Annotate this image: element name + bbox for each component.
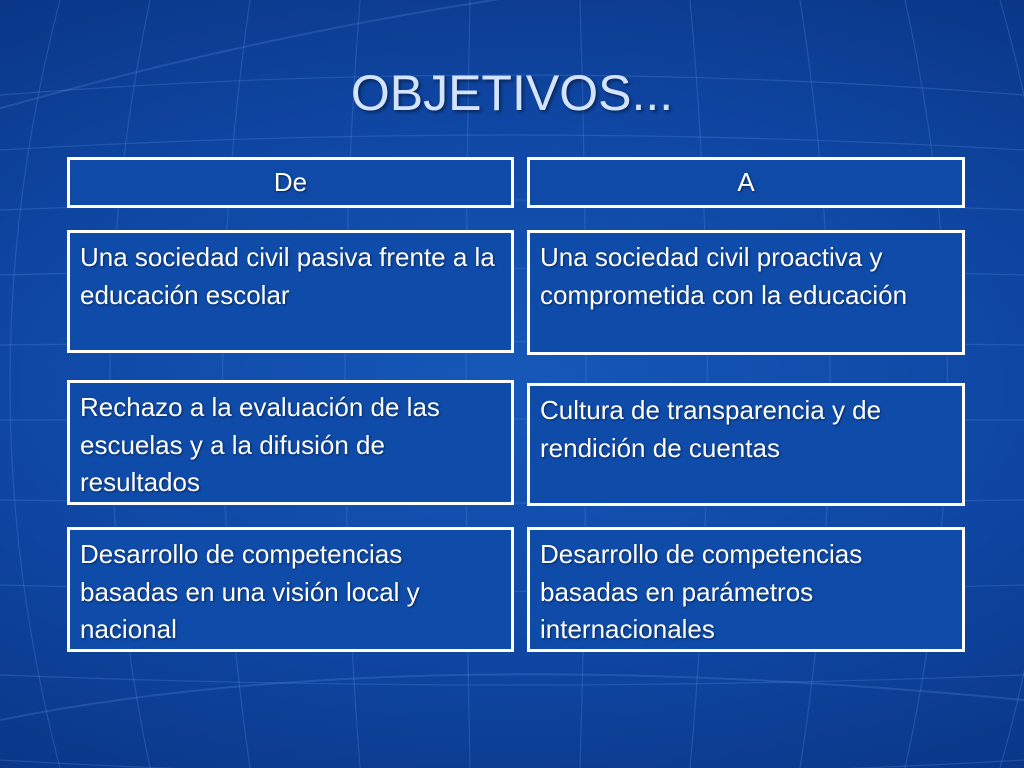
cell-a-row-2: Cultura de transparencia y de rendición de cuentas (527, 383, 965, 506)
cell-a-row-1: Una sociedad civil proactiva y comprometida con la educación (527, 230, 965, 355)
header-de (67, 157, 514, 208)
cell-de-row-3: Desarrollo de competencias basadas en una visión local y nacional (67, 527, 514, 652)
header-a (527, 157, 965, 208)
cell-de-row-2: Rechazo a la evaluación de las escuelas y a la difusión de resultados (67, 380, 514, 505)
slide-title: OBJETIVOS... (350, 65, 674, 121)
cell-a-row-3: Desarrollo de competencias basadas en parámetros internacionales (527, 527, 965, 652)
cell-de-row-1: Una sociedad civil pasiva frente a la educación escolar (67, 230, 514, 353)
header-de-label: De (70, 160, 511, 205)
header-a-label: A (530, 160, 962, 205)
